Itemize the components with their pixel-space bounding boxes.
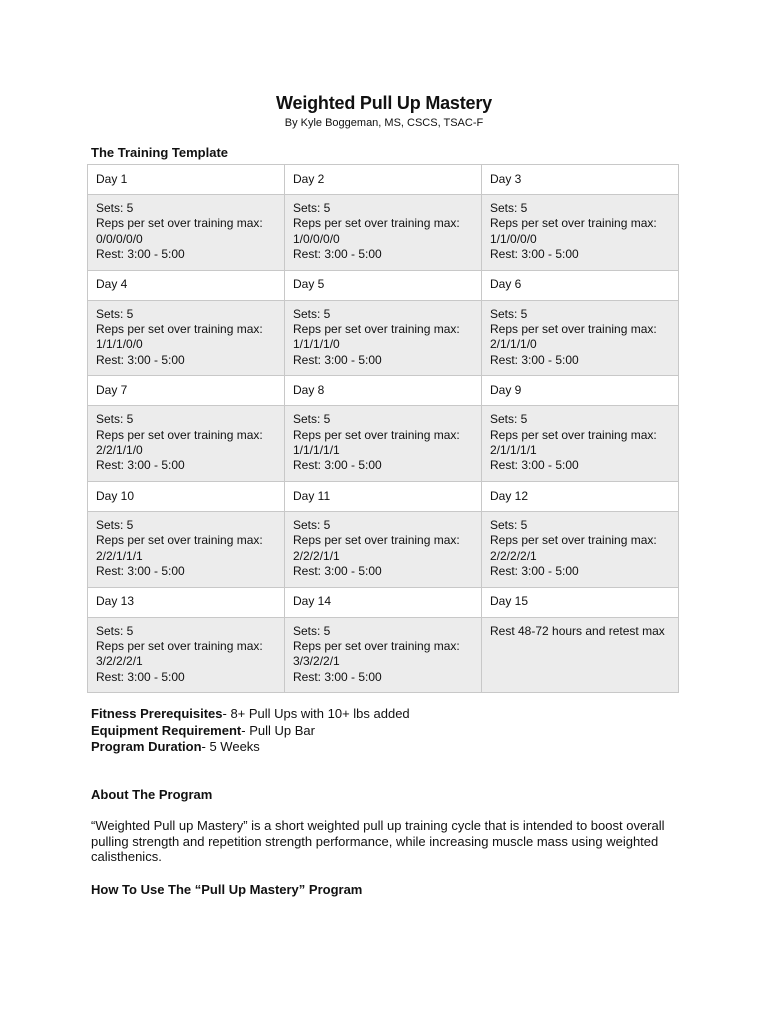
day-prescription xyxy=(285,511,482,587)
week-detail-row xyxy=(88,406,679,482)
rest-line: Rest: 3:00 - 5:00 xyxy=(293,247,382,262)
reps-scheme: 2/2/1/1/0 xyxy=(96,443,143,458)
reps-label-line: Reps per set over training max: xyxy=(490,533,657,548)
rest-line: Rest: 3:00 - 5:00 xyxy=(293,564,382,579)
reps-label-line: Reps per set over training max: xyxy=(490,216,657,231)
reps-scheme: 3/3/2/2/1 xyxy=(293,654,340,669)
reps-label-line: Reps per set over training max: xyxy=(96,638,263,653)
rest-line: Rest: 3:00 - 5:00 xyxy=(293,458,382,473)
day-label: Day 7 xyxy=(88,376,285,406)
reps-scheme: 2/2/2/1/1 xyxy=(293,548,340,563)
rest-line: Rest: 3:00 - 5:00 xyxy=(96,352,185,367)
program-info xyxy=(91,706,410,756)
rest-line: Rest: 3:00 - 5:00 xyxy=(96,564,185,579)
day-prescription xyxy=(482,195,679,271)
rest-line: Rest: 3:00 - 5:00 xyxy=(490,458,579,473)
day-prescription xyxy=(88,195,285,271)
week-header-row xyxy=(88,165,679,195)
reps-scheme: 2/2/2/2/1 xyxy=(490,548,537,563)
reps-scheme: 2/1/1/1/1 xyxy=(490,443,537,458)
sets-line: Sets: 5 xyxy=(490,306,528,321)
sets-line: Sets: 5 xyxy=(96,623,134,638)
day-label: Day 8 xyxy=(285,376,482,406)
equipment-label: Equipment Requirement xyxy=(91,722,242,738)
reps-label-line: Reps per set over training max: xyxy=(293,322,460,337)
rest-line: Rest: 3:00 - 5:00 xyxy=(96,247,185,262)
sets-line: Sets: 5 xyxy=(96,201,134,215)
sets-line: Sets: 5 xyxy=(293,623,331,638)
rest-line: Rest: 3:00 - 5:00 xyxy=(96,458,185,473)
duration-line xyxy=(91,739,410,756)
prerequisites-label: Fitness Prerequisites xyxy=(91,706,223,721)
retest-note-text: Rest 48-72 hours and retest max xyxy=(490,623,665,638)
day-label: Day 13 xyxy=(88,587,285,617)
week-detail-row xyxy=(88,195,679,271)
reps-label-line: Reps per set over training max: xyxy=(490,427,657,442)
day-label: Day 5 xyxy=(285,270,482,300)
rest-line: Rest: 3:00 - 5:00 xyxy=(490,247,579,262)
sets-line: Sets: 5 xyxy=(490,517,528,532)
reps-label-line: Reps per set over training max: xyxy=(293,427,460,442)
day-label: Day 10 xyxy=(88,481,285,511)
document-author: By Kyle Boggeman, MS, CSCS, TSAC-F xyxy=(284,117,484,129)
day-label: Day 4 xyxy=(88,270,285,300)
week-header-row xyxy=(88,376,679,406)
reps-label-line: Reps per set over training max: xyxy=(490,322,657,337)
day-label: Day 15 xyxy=(482,587,679,617)
reps-label-line: Reps per set over training max: xyxy=(96,427,263,442)
training-template-table xyxy=(87,164,679,693)
week-header-row xyxy=(88,270,679,300)
rest-line: Rest: 3:00 - 5:00 xyxy=(96,669,185,684)
day-prescription xyxy=(88,617,285,693)
duration-value: - 5 Weeks xyxy=(201,739,260,754)
week-header-row xyxy=(88,481,679,511)
sets-line: Sets: 5 xyxy=(96,517,134,532)
day-prescription xyxy=(88,511,285,587)
reps-scheme: 0/0/0/0/0 xyxy=(96,231,143,246)
day-prescription xyxy=(285,617,482,693)
reps-label-line: Reps per set over training max: xyxy=(293,638,460,653)
sets-line: Sets: 5 xyxy=(96,306,134,321)
reps-label-line: Reps per set over training max: xyxy=(96,322,263,337)
week-detail-row xyxy=(88,617,679,693)
reps-label-line: Reps per set over training max: xyxy=(96,533,263,548)
day-prescription xyxy=(88,300,285,376)
reps-scheme: 3/2/2/2/1 xyxy=(96,654,143,669)
day-label: Day 1 xyxy=(88,165,285,195)
day-label: Day 6 xyxy=(482,270,679,300)
about-heading: About The Program xyxy=(91,787,213,802)
day-prescription xyxy=(482,406,679,482)
sets-line: Sets: 5 xyxy=(490,412,528,427)
sets-line: Sets: 5 xyxy=(96,412,134,427)
day-label: Day 12 xyxy=(482,481,679,511)
about-paragraph: “Weighted Pull up Mastery” is a short weighted pull up training cycle that is intended to boost overall pulling strength and repetition strength performance, while increasing muscle mass using weighted calisthenics. xyxy=(91,818,665,865)
day-prescription xyxy=(88,406,285,482)
day-prescription xyxy=(482,300,679,376)
sets-line: Sets: 5 xyxy=(293,517,331,532)
day-label: Day 3 xyxy=(482,165,679,195)
sets-line: Sets: 5 xyxy=(490,201,528,215)
howto-heading: How To Use The “Pull Up Mastery” Program xyxy=(91,882,363,897)
week-header-row xyxy=(88,587,679,617)
rest-line: Rest: 3:00 - 5:00 xyxy=(490,564,579,579)
rest-line: Rest: 3:00 - 5:00 xyxy=(490,352,579,367)
day-label: Day 11 xyxy=(285,481,482,511)
reps-label-line: Reps per set over training max: xyxy=(293,216,460,231)
rest-line: Rest: 3:00 - 5:00 xyxy=(293,352,382,367)
equipment-line xyxy=(91,723,410,740)
rest-line: Rest: 3:00 - 5:00 xyxy=(293,669,382,684)
document-title: Weighted Pull Up Mastery xyxy=(276,93,492,113)
retest-note xyxy=(482,617,679,693)
prerequisites-value: - 8+ Pull Ups with 10+ lbs added xyxy=(222,706,410,721)
day-prescription xyxy=(285,300,482,376)
week-detail-row xyxy=(88,511,679,587)
template-heading: The Training Template xyxy=(91,145,229,160)
day-label: Day 2 xyxy=(285,165,482,195)
sets-line: Sets: 5 xyxy=(293,412,331,427)
day-prescription xyxy=(285,406,482,482)
reps-scheme: 1/1/1/1/1 xyxy=(293,443,340,458)
reps-scheme: 1/1/0/0/0 xyxy=(490,231,537,246)
day-prescription xyxy=(285,195,482,271)
week-detail-row xyxy=(88,300,679,376)
reps-scheme: 1/0/0/0/0 xyxy=(293,231,340,246)
day-label: Day 14 xyxy=(285,587,482,617)
reps-label-line: Reps per set over training max: xyxy=(96,216,263,231)
reps-scheme: 2/1/1/1/0 xyxy=(490,337,537,352)
reps-scheme: 1/1/1/0/0 xyxy=(96,337,143,352)
reps-scheme: 2/2/1/1/1 xyxy=(96,548,143,563)
prerequisites-line xyxy=(91,706,410,723)
day-prescription xyxy=(482,511,679,587)
day-label: Day 9 xyxy=(482,376,679,406)
sets-line: Sets: 5 xyxy=(293,306,331,321)
equipment-value: - Pull Up Bar xyxy=(241,722,315,738)
reps-scheme: 1/1/1/1/0 xyxy=(293,337,340,352)
sets-line: Sets: 5 xyxy=(293,201,331,215)
reps-label-line: Reps per set over training max: xyxy=(293,533,460,548)
duration-label: Program Duration xyxy=(91,739,202,754)
